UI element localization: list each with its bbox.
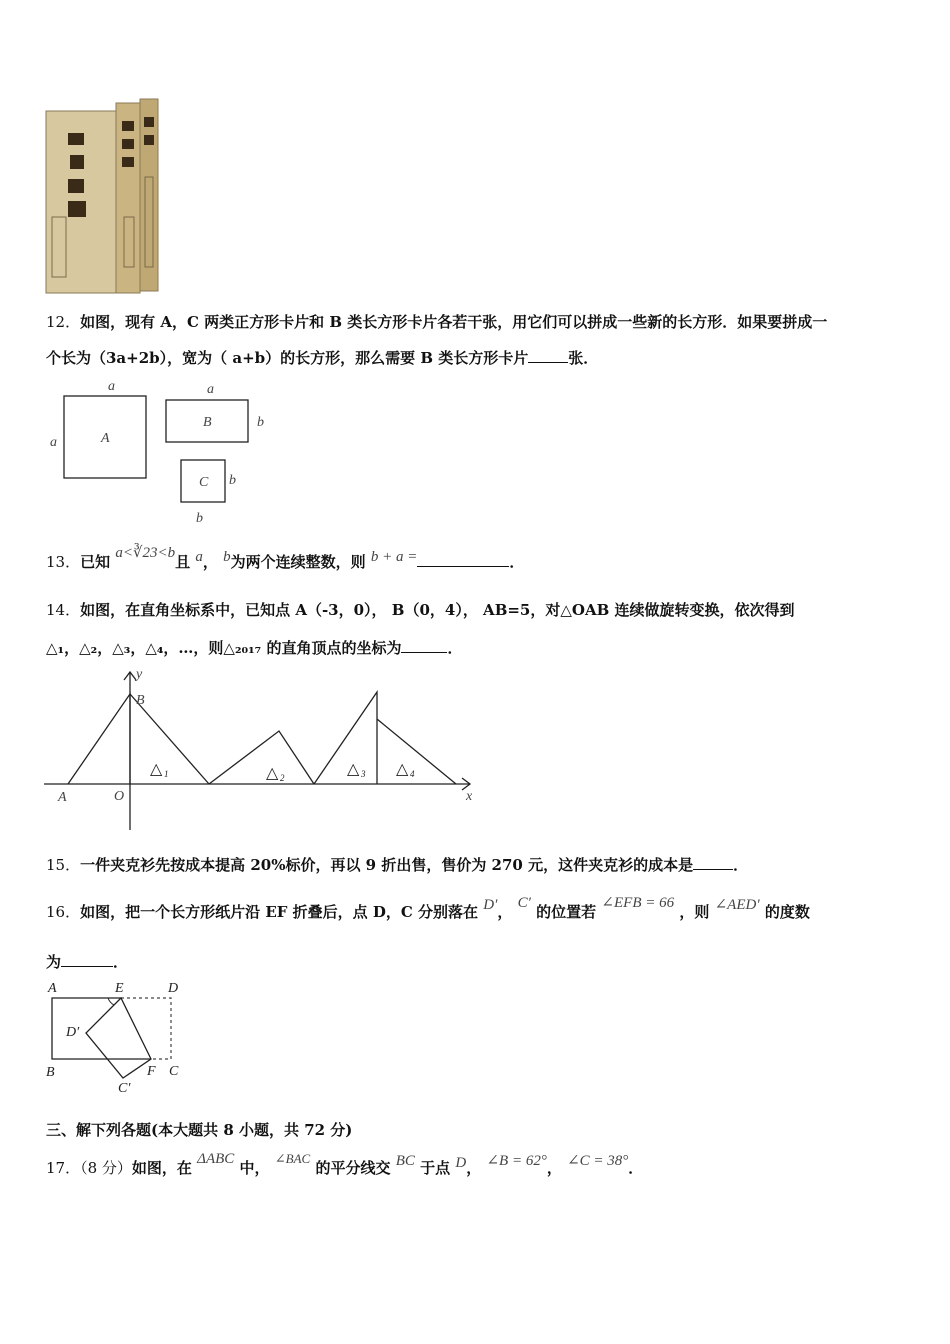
q14-end: ．: [447, 639, 463, 657]
label-C: C: [199, 475, 209, 490]
triangle-3: [314, 692, 377, 784]
q12-line2: [46, 348, 598, 368]
label-B: B: [203, 415, 212, 430]
q13-inequality: a<∛23<b: [115, 545, 176, 561]
q16-pre: 如图，把一个长方形纸片沿 EF 折叠后，点 D，C 分别落在: [80, 903, 479, 921]
q16-angle-aed: ∠AED′: [714, 897, 760, 913]
q16-c-prime: C′: [517, 895, 531, 911]
label-tri4-sub: 4: [410, 769, 415, 779]
q13-mid: 为两个连续整数，则: [230, 553, 366, 571]
label-tri2-sub: 2: [280, 773, 285, 783]
q13-number: 13．: [46, 553, 81, 571]
q13-expression: b + a =: [370, 549, 418, 565]
q15-end: ．: [733, 856, 749, 874]
q13-answer-blank[interactable]: [417, 552, 509, 567]
label-B: B: [136, 693, 145, 708]
q12-text-line2: 个长为（3a+2b），宽为（ a+b）的长方形，那么需要 B 类长方形卡片: [46, 349, 529, 367]
q16-comma: ，: [497, 903, 513, 921]
q15-text: 一件夹克衫先按成本提高 20%标价，再以 9 折出售，售价为 270 元，这件夹克衫的成本是: [80, 856, 694, 874]
q16-angle-efb: ∠EFB = 66: [601, 895, 675, 911]
label-tri2: △: [266, 765, 279, 782]
q16-line1: [46, 895, 810, 923]
q17-number: 17．: [46, 1159, 81, 1177]
q16-line2: [46, 952, 128, 972]
q17-angle-c: ∠C = 38°: [567, 1153, 629, 1169]
q12-text-line1: 如图，现有 A，C 两类正方形卡片和 B 类长方形卡片各若干张，用它们可以拼成一些新的长方形．如果要拼成一: [80, 313, 828, 331]
q14-figure: [44, 664, 484, 834]
q17-angle-bac: ∠BAC: [274, 1151, 311, 1166]
q17-bisect: 的平分线交: [315, 1159, 391, 1177]
q16-text-line2: 为: [46, 953, 62, 971]
q15-line: [46, 855, 748, 875]
q13-var-b: b: [223, 549, 231, 565]
q14-answer-blank[interactable]: [401, 638, 447, 653]
label-y: y: [136, 667, 143, 682]
q16-figure: [44, 978, 194, 1096]
q12-text-end: 张．: [568, 349, 599, 367]
q16-pos: 的位置: [536, 903, 582, 921]
q17-angle-b: ∠B = 62°: [486, 1153, 547, 1169]
q17-comma2: ，: [546, 1159, 562, 1177]
label-tri1: △: [150, 761, 163, 778]
q17-zhong: 中，: [239, 1159, 270, 1177]
q13-comma: ，: [202, 553, 218, 571]
label-tri3-sub: 3: [361, 769, 366, 779]
q16-d-prime: D′: [483, 897, 498, 913]
label-tri4: △: [396, 761, 409, 778]
triangle-oab: [68, 694, 130, 784]
label-b-bottom: b: [196, 511, 203, 526]
q13-line: [46, 545, 525, 573]
q13-pre: 已知: [80, 553, 111, 571]
q17-triangle: ΔABC: [197, 1151, 235, 1167]
label-tri1-sub: 1: [164, 769, 169, 779]
q14-number: 14．: [46, 601, 81, 619]
label-tri3: △: [347, 761, 360, 778]
q12-answer-blank[interactable]: [528, 348, 568, 363]
label-C: C: [169, 1064, 179, 1079]
q17-end: ．: [628, 1159, 644, 1177]
label-A: A: [101, 431, 110, 446]
q12-figure: [44, 376, 284, 528]
label-E: E: [115, 981, 124, 996]
label-A: A: [58, 790, 67, 805]
q16-then: ，则: [679, 903, 710, 921]
q17-score: （8 分）: [80, 1159, 132, 1177]
q16-end: ．: [113, 953, 129, 971]
label-O: O: [114, 789, 125, 804]
q15-number: 15．: [46, 856, 81, 874]
folded-part: [86, 998, 151, 1078]
q13-var-a: a: [195, 549, 203, 565]
q16-number: 16．: [46, 903, 81, 921]
q15-answer-blank[interactable]: [693, 855, 733, 870]
label-a-top-b: a: [207, 382, 214, 397]
label-D-prime: D′: [66, 1025, 80, 1040]
q13-end: ．: [509, 553, 525, 571]
label-b-right: b: [257, 415, 264, 430]
label-B: B: [46, 1065, 55, 1080]
book-image: [44, 97, 160, 295]
section3-title: 三、解下列各题(本大题共 8 小题，共 72 分): [46, 1121, 353, 1139]
triangle-4: [377, 719, 456, 784]
q16-answer-blank[interactable]: [61, 952, 113, 967]
angle-arc: [108, 998, 114, 1005]
q14-text-line1: 如图，在直角坐标系中，已知点 A（-3，0）， B（0，4）， AB=5，对△OAB 连续做旋转变换，依次得到: [80, 601, 795, 619]
q14-line2: [46, 638, 462, 658]
q17-d: D: [455, 1155, 467, 1171]
q17-yu: 于点: [420, 1159, 451, 1177]
q14-text-line2: △₁，△₂，△₃，△₄，…，则△₂₀₁₇ 的直角顶点的坐标为: [46, 639, 402, 657]
q17-pre: 如图，在: [131, 1159, 192, 1177]
label-x: x: [466, 789, 473, 804]
q16-deg: 的度数: [764, 903, 810, 921]
q14-line1: [46, 600, 795, 620]
q17-bc: BC: [395, 1153, 415, 1169]
q17-comma1: ，: [466, 1159, 482, 1177]
q12-line1: [46, 312, 827, 332]
label-F: F: [147, 1064, 156, 1079]
label-b-right-c: b: [229, 473, 236, 488]
label-A: A: [48, 981, 57, 996]
q17-line: [46, 1151, 644, 1179]
triangle-2: [209, 731, 314, 784]
q13-and: 且: [175, 553, 191, 571]
label-C-prime: C′: [118, 1081, 131, 1096]
q16-ruo: 若: [581, 903, 597, 921]
label-D: D: [168, 981, 179, 996]
q12-number: 12．: [46, 313, 81, 331]
label-a-top: a: [108, 379, 115, 394]
label-a-left: a: [50, 435, 57, 450]
